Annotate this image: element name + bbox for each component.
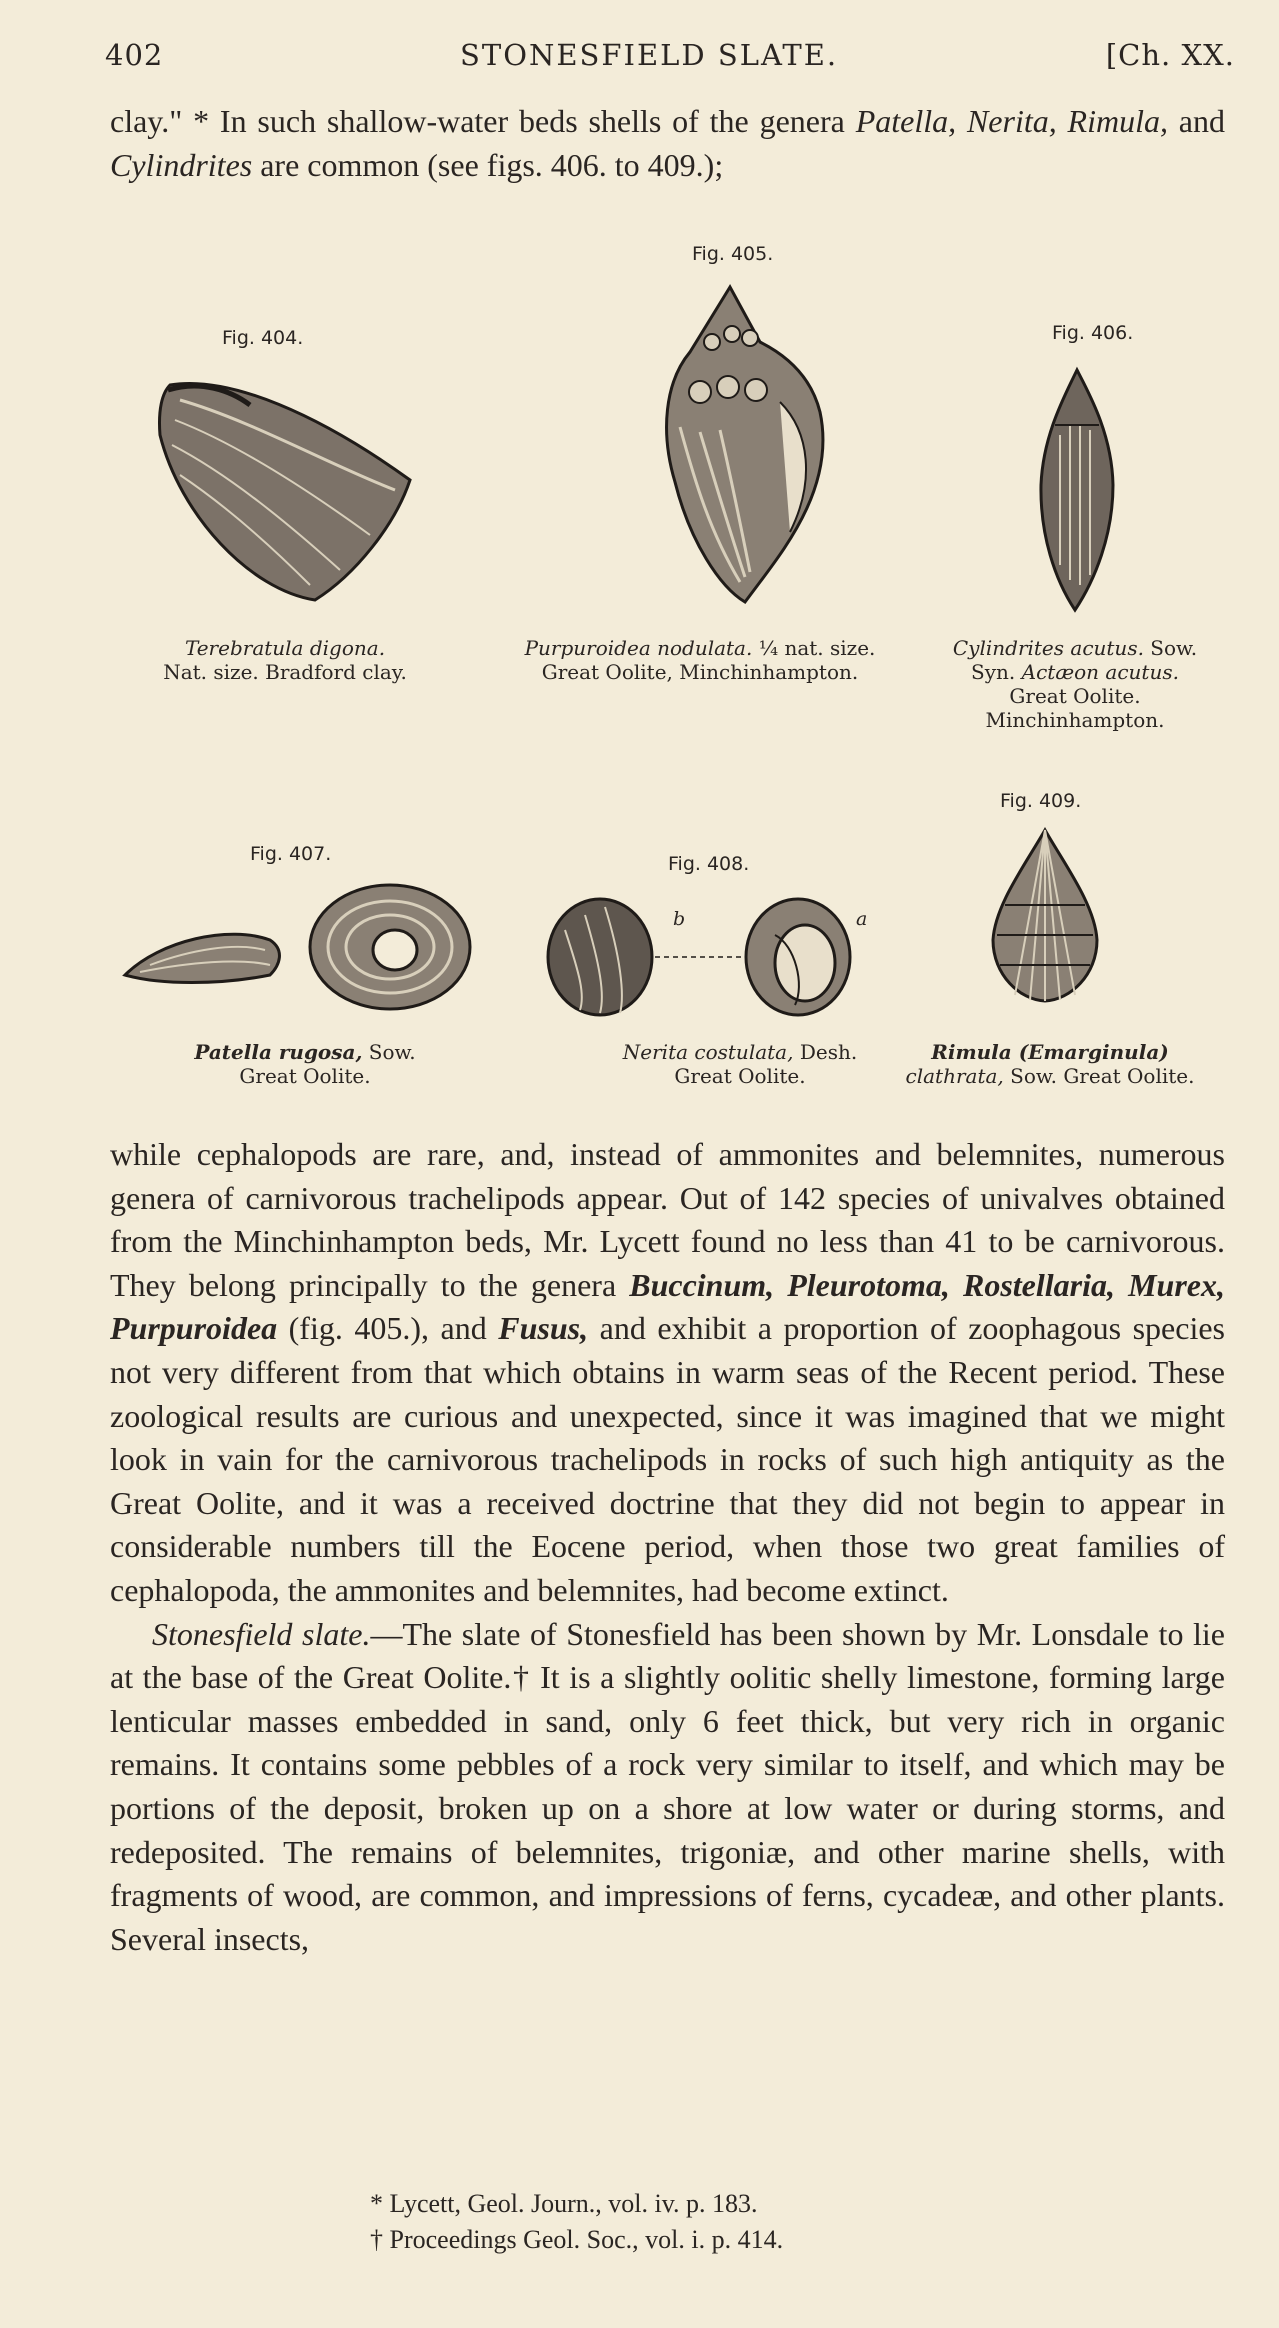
fig-408-label: Fig. 408. [668,853,750,875]
fig-406-label: Fig. 406. [1052,322,1134,344]
patella-shell-illustration [120,880,475,1015]
footnotes [370,2186,783,2258]
fig-408-mark-a: a [856,908,868,930]
footnote: † Proceedings Geol. Soc., vol. i. p. 414. [370,2225,784,2254]
fig-405-caption: Purpuroidea nodulata. ¼ nat. size. Great Oolite, Minchinhampton. [524,636,876,684]
fig-409-label: Fig. 409. [1000,790,1082,812]
rimula-shell-illustration [985,825,1105,1005]
fig-408-mark-b: b [673,908,686,930]
footnote: * Lycett, Geol. Journ., vol. iv. p. 183. [370,2189,758,2218]
fig-408-caption: Nerita costulata, Desh. Great Oolite. [622,1040,858,1088]
main-text [110,1133,1225,1961]
fig-406-caption: Cylindrites acutus. Sow. Syn. Actæon acutus. Great Oolite. Minchinhampton. [952,636,1198,732]
fig-405-label: Fig. 405. [692,243,774,265]
running-header [105,38,1235,88]
paragraph-carnivorous-trachelipods: while cephalopods are rare, and, instead of ammonites and belemnites, numerous genera of carnivorous trachelipods appear. Out of 142 species of univalves obtained from the Minchinhampton beds, Mr. Lycett found no less than 41 to be carnivorous. They belong principally to the genera Buccinum, Pleurotoma, Rostellaria, Murex, Purpuroidea (fig. 405.), and Fusus, and exhibit a proportion of zoophagous species not very different from that which obtains in warm seas of the Recent period. These zoological results are curious and unexpected, since it was imagined that we might look in vain for the carnivorous trachelipods in rocks of such high antiquity as the Great Oolite, and it was a received doctrine that they did not begin to appear in considerable numbers till the Eocene period, when those two great families of cephalopoda, the ammonites and belemnites, had become extinct. [110,1136,1226,1608]
chapter-marker: [Ch. XX. [1105,38,1235,72]
intro-paragraph: clay." * In such shallow-water beds shells of the genera Patella, Nerita, Rimula, and Cylindrites are common (see figs. 406. to 409.); [110,103,1226,183]
fig-409-caption: Rimula (Emarginula) clathrata, Sow. Great Oolite. [905,1040,1195,1088]
running-title: STONESFIELD SLATE. [460,38,839,72]
fig-404-label: Fig. 404. [222,327,304,349]
section-heading: Stonesfield slate. [152,1615,371,1652]
fig-404-caption: Terebratula digona. Nat. size. Bradford clay. [163,636,407,684]
page-number: 402 [105,38,164,72]
purpuroidea-shell-illustration [620,282,840,607]
intro-text [110,100,1225,187]
terebratula-shell-illustration [140,365,425,605]
fig-407-label: Fig. 407. [250,843,332,865]
fig-407-caption: Patella rugosa, Sow. Great Oolite. [194,1040,416,1088]
paragraph-stonesfield-slate: Stonesfield slate.—The slate of Stonesfield has been shown by Mr. Lonsdale to lie at the base of the Great Oolite.† It is a slightly oolitic shelly limestone, forming large lenticular masses embedded in sand, only 6 feet thick, but very rich in organic remains. It contains some pebbles of a rock very similar to itself, and which may be portions of the deposit, broken up on a shore at low water or during storms, and redeposited. The remains of belemnites, trigoniæ, and other marine shells, with fragments of wood, are common, and impressions of ferns, cycadeæ, and other plants. Several insects, [110,1615,1226,1957]
cylindrites-shell-illustration [1035,365,1120,615]
nerita-shell-illustration [540,895,880,1020]
